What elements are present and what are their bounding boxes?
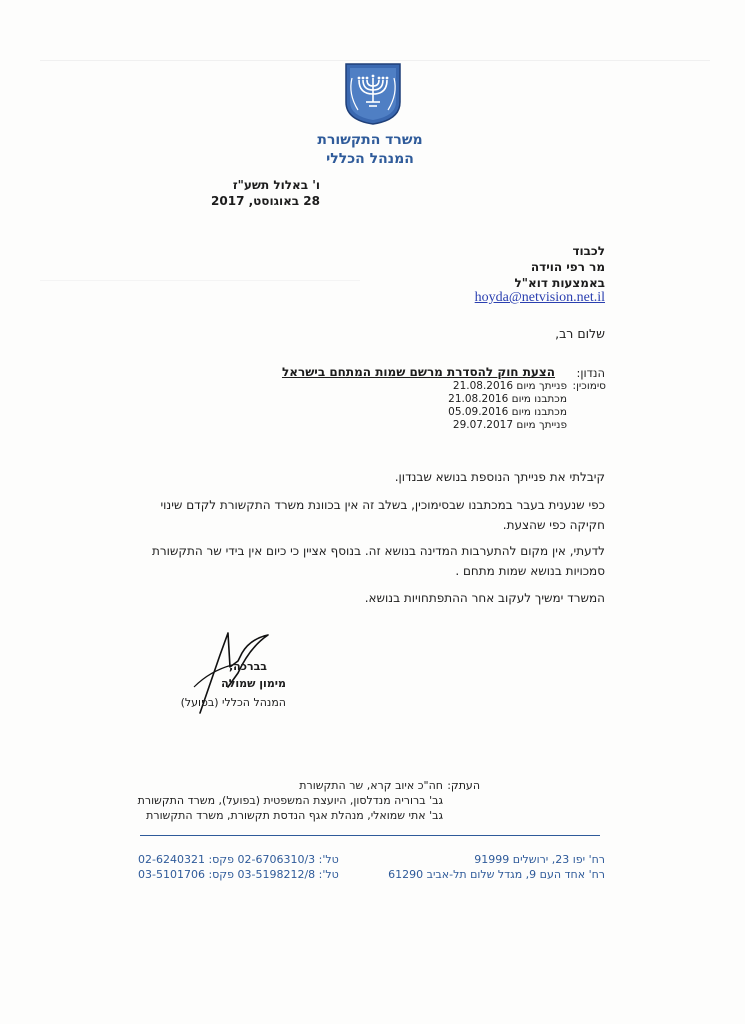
reference-3: מכתבנו מיום 05.09.2016	[448, 406, 567, 418]
signatory-name: מימון שמולה	[221, 677, 286, 690]
reference-1: פנייתך מיום 21.08.2016	[452, 380, 567, 392]
cc-line-1: חה"כ איוב קרא, שר התקשורת	[299, 779, 443, 792]
paragraph-3: לדעתי, אין מקום להתערבות המדינה בנושא זה. בנוסף אציין כי כיום אין בידי שר התקשורת סמכויות בנושא שמות מתחם .	[152, 544, 605, 578]
footer-divider	[140, 835, 600, 836]
gregorian-date: 28 באוגוסט, 2017	[211, 194, 320, 208]
recipient-email-link[interactable]: hoyda@netvision.net.il	[474, 290, 605, 305]
reference-4: פנייתך מיום 29.07.2017	[452, 419, 567, 431]
ministry-name: משרד התקשורת	[317, 132, 423, 148]
paragraph-4: המשרד ימשיך לעקוב אחר ההתפתחויות בנושא.	[364, 591, 605, 605]
reference-2: מכתבנו מיום 21.08.2016	[448, 393, 567, 405]
hebrew-date: ו' באלול תשע"ז	[232, 178, 320, 192]
paragraph-1: קיבלתי את פנייתך הנוספת בנושא שבנדון.	[394, 470, 605, 484]
state-emblem-icon	[340, 62, 406, 126]
department-name: המנהל הכללי	[326, 151, 414, 167]
footer-phone-jerusalem: טל': 02-6706310/3 פקס: 02-6240321	[138, 853, 339, 866]
footer-address-jerusalem: רח' יפו 23, ירושלים 91999	[474, 853, 605, 866]
signatory-title: המנהל הכללי (בפועל)	[180, 696, 286, 709]
references-label: סימוכין:	[572, 380, 606, 392]
cc-line-3: גב' אתי שמואלי, מנהלת אגף הנדסת תקשורת, משרד התקשורת	[146, 809, 443, 822]
subject-text: הצעת חוק להסדרת מרשם שמות המתחם בישראל	[281, 365, 555, 379]
cc-line-2: גב' ברוריה מנדלסון, היועצת המשפטית (בפועל), משרד התקשורת	[137, 794, 443, 807]
recipient-via: באמצעות דוא"ל	[514, 276, 605, 290]
recipient-to: לכבוד	[572, 244, 605, 258]
cc-label: העתק:	[447, 779, 480, 792]
footer-address-tel-aviv: רח' אחד העם 9, מגדל שלום תל-אביב 61290	[388, 868, 605, 881]
footer-phone-tel-aviv: טל': 03-5198212/8 פקס: 03-5101706	[138, 868, 339, 881]
bleed-through-middle	[40, 280, 360, 371]
recipient-name: מר רפי הוידה	[530, 260, 605, 274]
paragraph-2: כפי שנענית בעבר במכתבנו שבסימוכין, בשלב זה אין בכוונת משרד התקשורת לקדם שינוי חקיקה כפי שהצעת.	[160, 498, 605, 532]
subject-label: הנדון:	[576, 366, 605, 380]
signature-closing: בברכה,	[228, 660, 267, 673]
greeting: שלום רב,	[555, 326, 605, 341]
